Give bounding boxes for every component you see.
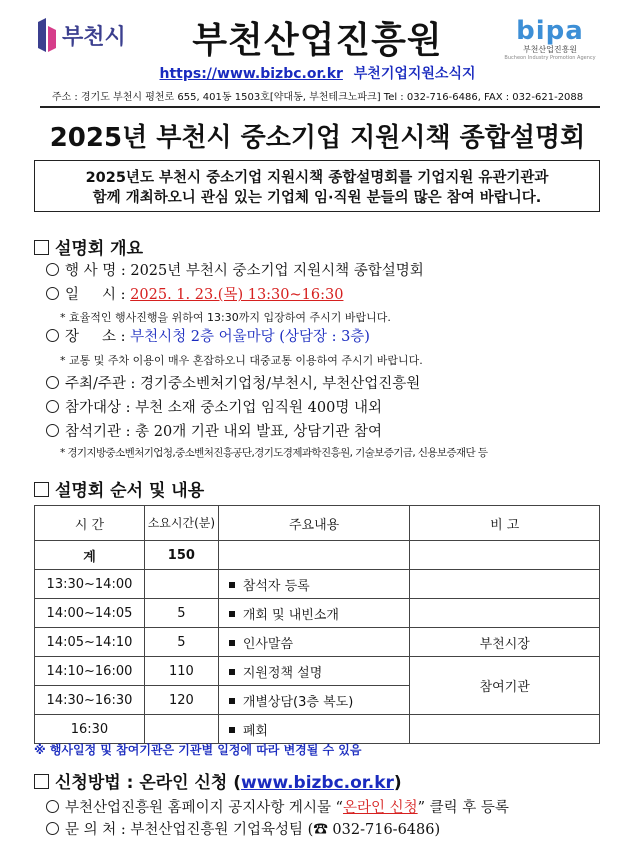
circle-bullet-icon: [46, 376, 59, 389]
contact-line: 문 의 처 : 부천산업진흥원 기업육성팀 (☎ 032-716-6486): [46, 818, 440, 839]
circle-bullet-icon: [46, 800, 59, 813]
online-apply-text: 온라인 신청: [342, 800, 418, 816]
program-table: [34, 505, 600, 744]
org-note: * 경기지방중소벤처기업청,중소벤처진흥공단,경기도경제과학진흥원, 기술보증기금, 신용보증재단 등: [60, 447, 488, 459]
circle-bullet-icon: [46, 329, 59, 342]
square-bullet-icon: [229, 698, 235, 704]
apply-heading: 신청방법 : 온라인 신청 (www.bizbc.or.kr): [34, 768, 402, 793]
circle-bullet-icon: [46, 424, 59, 437]
program-heading: 설명회 순서 및 내용: [34, 476, 204, 501]
row-duration: [144, 715, 218, 744]
checkbox-icon: [34, 240, 49, 255]
row-time: 16:30: [35, 715, 145, 744]
date-note: * 효율적인 행사진행을 위하여 13:30까지 입장하여 주시기 바랍니다.: [60, 311, 391, 324]
row-duration: 120: [144, 686, 218, 715]
square-bullet-icon: [229, 611, 235, 617]
apply-url-link[interactable]: www.bizbc.or.kr: [241, 773, 394, 793]
square-bullet-icon: [229, 727, 235, 733]
total-empty: [218, 541, 410, 570]
row-content: 폐회: [218, 715, 410, 744]
row-content: 개회 및 내빈소개: [218, 599, 410, 628]
square-bullet-icon: [229, 582, 235, 588]
place-value: 부천시청 2층 어울마당 (상담장 : 3층): [130, 329, 370, 345]
col-time: 시 간: [35, 506, 145, 541]
square-bullet-icon: [229, 669, 235, 675]
date-value: 2025. 1. 23.(목) 13:30~16:30: [130, 287, 344, 303]
row-note: [410, 570, 600, 599]
row-duration: 5: [144, 628, 218, 657]
checkbox-icon: [34, 774, 49, 789]
place-line: 장 소 : 부천시청 2층 어울마당 (상담장 : 3층): [46, 325, 370, 346]
row-note: [410, 599, 600, 628]
intro-line1: 2025년도 부천시 중소기업 지원시책 종합설명회를 기업지원 유관기관과: [85, 170, 549, 186]
divider: [40, 106, 600, 108]
date-line: 일 시 : 2025. 1. 23.(목) 13:30~16:30: [46, 283, 343, 304]
circle-bullet-icon: [46, 822, 59, 835]
bipa-logo-sub2: Bucheon Industry Promotion Agency: [504, 55, 596, 61]
table-header-row: [35, 506, 600, 541]
total-value: 150: [144, 541, 218, 570]
row-note-orgs: 참여기관: [410, 657, 600, 715]
address: 주소 : 경기도 부천시 평천로 655, 401동 1503호[약대동, 부천테크노파크] Tel : 032-716-6486, FAX : 032-621-2088: [51, 92, 584, 103]
main-title: 2025년 부천시 중소기업 지원시책 종합설명회: [49, 123, 586, 153]
logo-text: 부천시: [62, 24, 126, 50]
org-title: 부천산업진흥원: [192, 20, 443, 61]
table-row: [35, 628, 600, 657]
url-line: [0, 63, 635, 83]
col-note: 비 고: [410, 506, 600, 541]
circle-bullet-icon: [46, 400, 59, 413]
row-duration: 110: [144, 657, 218, 686]
total-row: [35, 541, 600, 570]
checkbox-icon: [34, 482, 49, 497]
newsletter-label: 부천기업지원소식지: [353, 66, 476, 82]
row-note: [410, 715, 600, 744]
row-time: 14:00~14:05: [35, 599, 145, 628]
table-row: [35, 570, 600, 599]
target-line: 참가대상 : 부천 소재 중소기업 임직원 400명 내외: [46, 396, 382, 417]
intro-line2: 함께 개최하오니 관심 있는 기업체 임·직원 분들의 많은 참여 바랍니다.: [92, 190, 542, 206]
row-content: 인사말씀: [218, 628, 410, 657]
row-time: 13:30~14:00: [35, 570, 145, 599]
row-duration: 5: [144, 599, 218, 628]
circle-bullet-icon: [46, 287, 59, 300]
row-duration: [144, 570, 218, 599]
host-line: 주최/주관 : 경기중소벤처기업청/부천시, 부천산업진흥원: [46, 372, 420, 393]
row-time: 14:10~16:00: [35, 657, 145, 686]
org-line: 참석기관 : 총 20개 기관 내외 발표, 상담기관 참여: [46, 420, 382, 441]
table-row: [35, 715, 600, 744]
website-link[interactable]: https://www.bizbc.or.kr: [159, 66, 343, 82]
total-note-empty: [410, 541, 600, 570]
square-bullet-icon: [229, 640, 235, 646]
row-content: 지원정책 설명: [218, 657, 410, 686]
row-content: 참석자 등록: [218, 570, 410, 599]
row-note-mayor: 부천시장: [410, 628, 600, 657]
overview-heading: 설명회 개요: [34, 234, 143, 259]
row-time: 14:30~16:30: [35, 686, 145, 715]
bipa-logo-sub1: 부천산업진흥원: [522, 45, 578, 54]
event-line: 행 사 명 : 2025년 부천시 중소기업 지원시책 종합설명회: [46, 259, 424, 280]
schedule-footnote: ※ 행사일정 및 참여기관은 기관별 일정에 따라 변경될 수 있음: [34, 743, 362, 757]
place-note: * 교통 및 주차 이용이 매우 혼잡하오니 대중교통 이용하여 주시기 바랍니다.: [60, 354, 423, 367]
row-time: 14:05~14:10: [35, 628, 145, 657]
apply-line: 부천산업진흥원 홈페이지 공지사항 게시물 “온라인 신청” 클릭 후 등록: [46, 796, 509, 817]
row-content: 개별상담(3층 복도): [218, 686, 410, 715]
total-label: 계: [35, 541, 145, 570]
bipa-logo: [500, 16, 600, 61]
table-row: [35, 599, 600, 628]
col-content: 주요내용: [218, 506, 410, 541]
bipa-logo-mark: bipa: [516, 16, 584, 46]
col-duration: 소요시간(분): [144, 506, 218, 541]
circle-bullet-icon: [46, 263, 59, 276]
intro-box: [34, 160, 600, 212]
table-row: [35, 657, 600, 686]
